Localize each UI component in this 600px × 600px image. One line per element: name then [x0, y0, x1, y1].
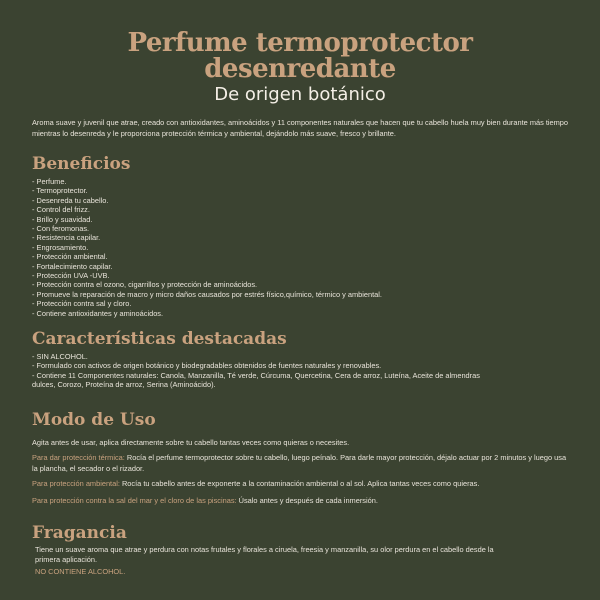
title-line-1: Perfume termoprotector [127, 28, 473, 58]
list-item: - Promueve la reparación de macro y micro daños causados por estrés físico,químico, térmico y ambiental. [32, 289, 382, 299]
list-item: - Protección UVA -UVB. [32, 271, 110, 281]
beneficios-list [32, 177, 572, 318]
list-item: - Control del frizz. [32, 205, 90, 215]
list-item: - Formulado con activos de origen botánico y biodegradables obtenidos de fuentes naturales y renovables. [32, 361, 382, 371]
fragancia-paragraph: Tiene un suave aroma que atrae y perdura con notas frutales y florales a ciruela, freesia y manzanilla, su olor perdura en el cabello desde la primera aplicación. [35, 545, 494, 564]
list-item: - Desenreda tu cabello. [32, 195, 109, 205]
proteccion-termica-label: Para dar protección térmica: [32, 453, 127, 462]
proteccion-sal-cloro-label: Para protección contra la sal del mar y el cloro de las piscinas: [32, 496, 239, 505]
list-item: - Fortalecimiento capilar. [32, 261, 113, 271]
caracteristicas-list [32, 352, 502, 390]
list-item: - Perfume. [32, 177, 67, 186]
proteccion-sal-cloro-paragraph [32, 495, 572, 506]
proteccion-ambiental-text: Rocía tu cabello antes de exponerte a la contaminación ambiental o al sol. Aplica tantas veces como quieras. [121, 479, 480, 488]
intro-paragraph: Aroma suave y juvenil que atrae, creado con antioxidantes, aminoácidos y 11 componentes naturales que hacen que tu cabello huela muy bien durante más tiempo mientras lo desenreda y le proporciona protección térmica y ambiental, dejándolo más suave, fresco y brillante. [32, 118, 569, 138]
list-item: - Termoprotector. [32, 186, 88, 196]
list-item: - Protección contra sal y cloro. [32, 299, 132, 309]
list-item: - Contiene 11 Componentes naturales: Canola, Manzanilla, Té verde, Cúrcuma, Quercetina, Cera de arroz, Luteína, Aceite de almendras dulces, Corozo, Proteína de arroz, Serina (Aminoácido). [32, 370, 480, 390]
list-item: - Brillo y suavidad. [32, 214, 93, 224]
modo-uso-paragraph: Agita antes de usar, aplica directamente sobre tu cabello tantas veces como quieras o necesites. [32, 438, 350, 447]
caracteristicas-heading: Características destacadas [32, 329, 287, 349]
page-title [0, 30, 600, 82]
list-item: - Protección contra el ozono, cigarrillos y protección de aminoácidos. [32, 280, 258, 290]
list-item: - Contiene antioxidantes y aminoácidos. [32, 308, 164, 318]
list-item: - SIN ALCOHOL. [32, 352, 88, 361]
proteccion-termica-text: Rocía el perfume termoprotector sobre tu cabello, luego peínalo. Para darle mayor protección, déjalo actuar por 2 minutos y luego usa la plancha, el secador o el rizador. [32, 453, 567, 473]
proteccion-ambiental-paragraph [32, 478, 572, 489]
list-item: - Con feromonas. [32, 224, 90, 234]
fragancia-heading: Fragancia [32, 523, 127, 543]
list-item: - Engrosamiento. [32, 242, 89, 252]
page-subtitle: De origen botánico [214, 84, 386, 105]
beneficios-heading: Beneficios [32, 154, 131, 174]
modo-uso-heading: Modo de Uso [32, 410, 156, 430]
no-alcohol-note: NO CONTIENE ALCOHOL. [35, 567, 126, 576]
title-line-2: desenredante [204, 54, 396, 84]
proteccion-ambiental-label: Para protección ambiental: [32, 479, 122, 488]
proteccion-sal-cloro-text: Úsalo antes y después de cada inmersión. [238, 496, 378, 505]
list-item: - Resistencia capilar. [32, 233, 101, 243]
proteccion-termica-paragraph [32, 452, 572, 474]
list-item: - Protección ambiental. [32, 252, 108, 262]
